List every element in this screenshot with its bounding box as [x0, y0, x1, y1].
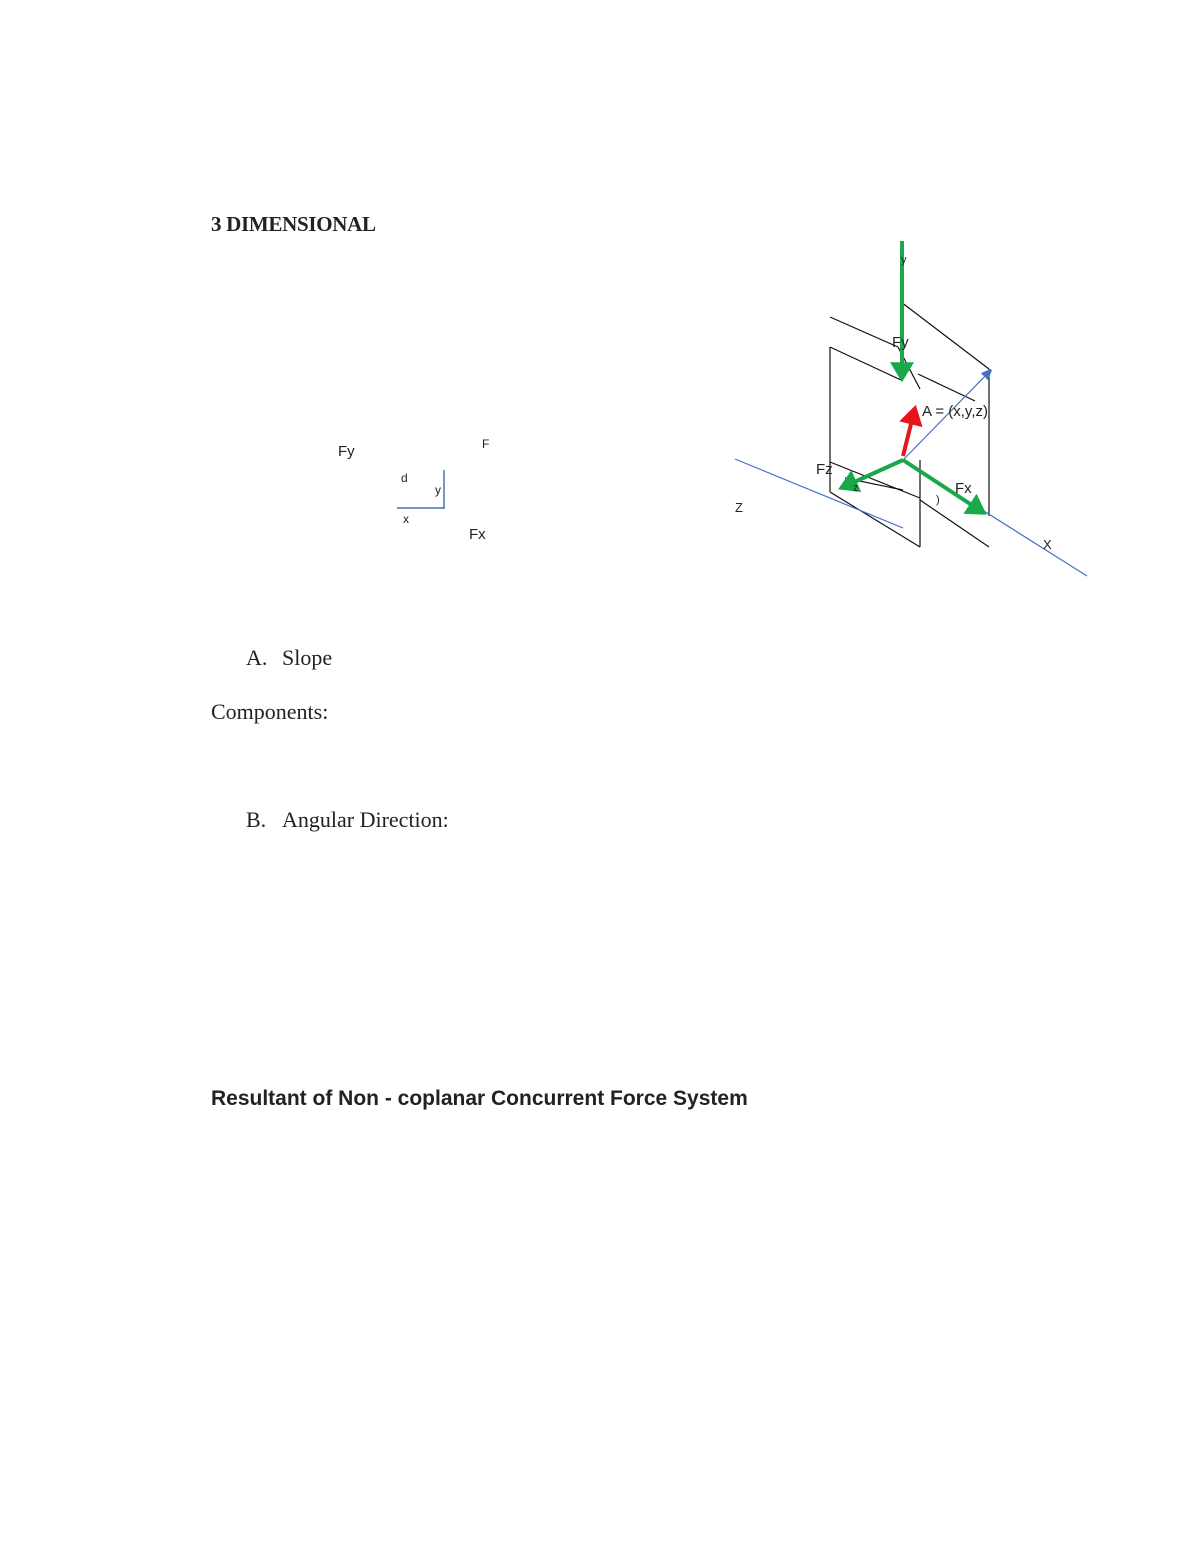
components-label: Components:	[211, 699, 329, 724]
label-d-2d: d	[401, 471, 408, 485]
list-text-angular-direction: Angular Direction:	[282, 807, 449, 832]
fx-arrow	[903, 460, 984, 513]
label-z-axis: Z	[735, 500, 743, 515]
section-title-resultant: Resultant of Non - coplanar Concurrent Force System	[211, 1087, 748, 1110]
diagram-3d	[735, 241, 1087, 576]
label-point-a: A = (x,y,z)	[922, 403, 988, 420]
diagram-2d	[338, 437, 489, 543]
label-y-2d: y	[435, 483, 441, 497]
label-fz-3d: Fz	[816, 461, 833, 478]
list-item-angular-direction	[246, 807, 449, 833]
label-x-axis: X	[1043, 537, 1052, 552]
section-heading-3d: 3 DIMENSIONAL	[211, 212, 376, 236]
list-item-slope	[246, 645, 332, 671]
label-fx-3d: Fx	[955, 480, 972, 497]
label-f-2d: F	[482, 437, 490, 451]
label-fy-3d: Fy	[892, 334, 909, 351]
list-text-slope: Slope	[282, 645, 333, 670]
list-marker-b: B.	[246, 807, 267, 832]
label-x-small: )	[936, 494, 940, 506]
label-fx-2d: Fx	[469, 526, 486, 543]
label-y-axis: y	[901, 254, 907, 266]
label-x-2d: x	[403, 512, 409, 526]
label-fy-2d: Fy	[338, 443, 355, 460]
label-z-small: z	[853, 482, 859, 494]
list-marker-a: A.	[246, 645, 268, 670]
